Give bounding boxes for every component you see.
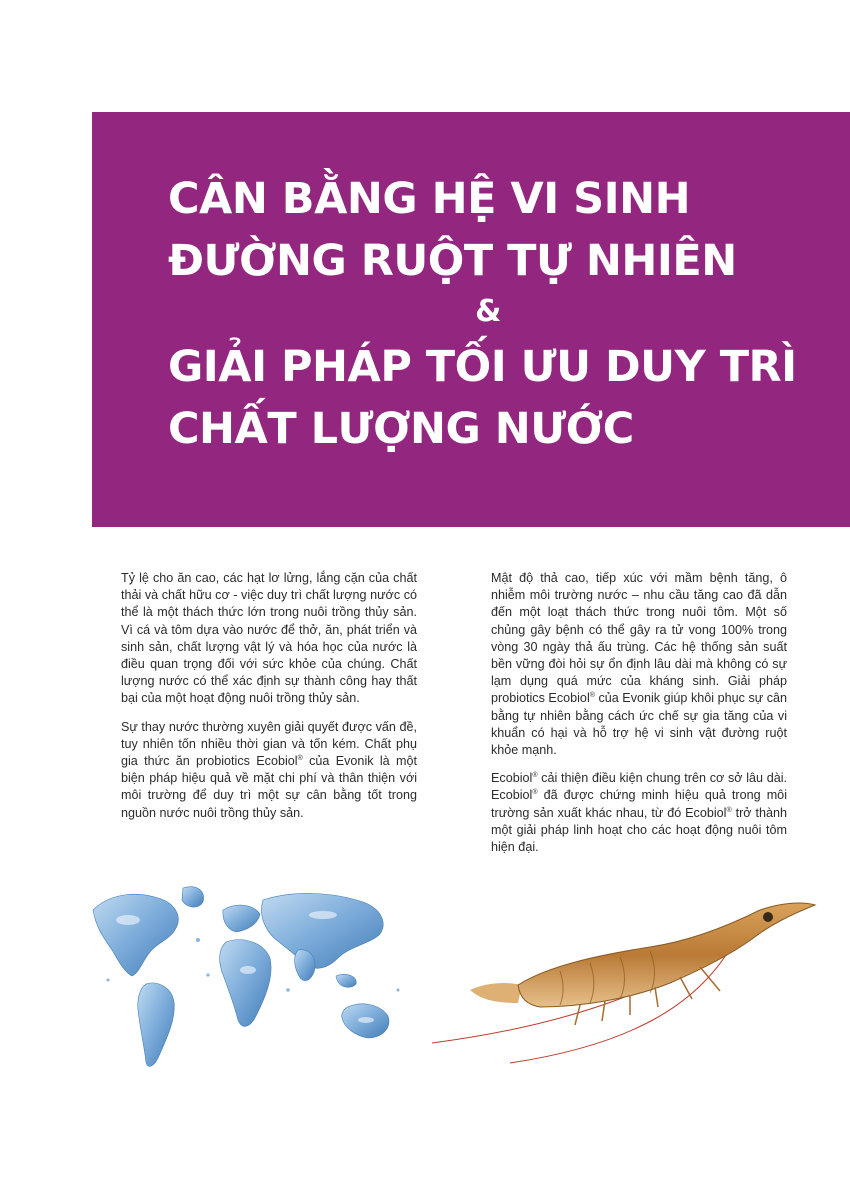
page-title (168, 168, 828, 460)
text-span: của Evonik giúp khôi phục sự cân bằng tự nhiên bằng cách ức chế sự gia tăng của vi khuẩn có hại và hỗ trợ hệ vi sinh vật đường ruột khỏe mạnh. (491, 691, 788, 758)
left-paragraph-2 (121, 719, 417, 822)
right-paragraph-1 (491, 570, 787, 759)
text-span: Sự thay nước thường xuyên giải quyết được vấn đề, tuy nhiên tốn nhiều thời gian và tốn kém. Chất phụ gia thức ăn probiotics Ecobiol (121, 719, 417, 769)
shrimp-image (430, 895, 820, 1065)
title-ampersand: & (475, 294, 501, 329)
text-span: đã được chứng minh hiệu quả trong môi trường sản xuất khác nhau, từ đó Ecobiol (491, 788, 787, 820)
registered-mark: ® (726, 806, 732, 814)
title-line-2: ĐƯỜNG RUỘT TỰ NHIÊN (168, 236, 737, 286)
text-span: trở thành một giải pháp linh hoạt cho các hoạt động nuôi tôm hiện đại. (491, 805, 787, 855)
registered-mark: ® (532, 789, 538, 797)
text-span: Ecobiol (491, 771, 533, 786)
left-column (121, 570, 417, 833)
left-paragraph-1: Tỷ lệ cho ăn cao, các hạt lơ lửng, lắng cặn của chất thải và chất hữu cơ - việc duy trì chất lượng nước có thể là một thách thức lớn trong nuôi trồng thủy sản. Vì cá và tôm dựa vào nước để thở, ăn, phát triển và sinh sản, chất lượng vật lý và hóa học của nước là điều quan trọng đối với sức khỏe của chúng. Chất lượng nước có thể xác định sự thành công hay thất bại của một hoạt động nuôi trồng thủy sản. (121, 571, 417, 706)
text-span: Mật độ thả cao, tiếp xúc với mầm bệnh tăng, ô nhiễm môi trường nước – nhu cầu tăng cao đã dẫn đến một loạt thách thức trong nuôi tôm. Một số chủng gây bệnh có thể gây ra tử vong 100% trong vòng 30 ngày thả ấu trùng. Các hệ thống sản suất bền vững đòi hỏi sự ổn định lâu dài mà không có sự lạm dụng quá mức của kháng sinh. Giải pháp probiotics Ecobiol (491, 571, 787, 706)
registered-mark: ® (589, 692, 595, 700)
right-paragraph-2 (491, 770, 787, 856)
title-line-1: CÂN BẰNG HỆ VI SINH (168, 174, 691, 224)
text-span: cải thiện điều kiện chung trên cơ sở lâu dài. Ecobiol (491, 771, 787, 803)
registered-mark: ® (297, 754, 303, 762)
right-column (491, 570, 787, 867)
water-world-map-image (88, 880, 410, 1078)
title-line-4: CHẤT LƯỢNG NƯỚC (168, 404, 634, 454)
text-span: của Evonik là một biện pháp hiệu quả về mặt chi phí và thân thiện với môi trường để duy trì một sự cân bằng tốt trong nguồn nước nuôi trồng thủy sản. (121, 754, 417, 820)
title-line-3: GIẢI PHÁP TỐI ƯU DUY TRÌ (168, 342, 797, 392)
registered-mark: ® (532, 772, 538, 780)
